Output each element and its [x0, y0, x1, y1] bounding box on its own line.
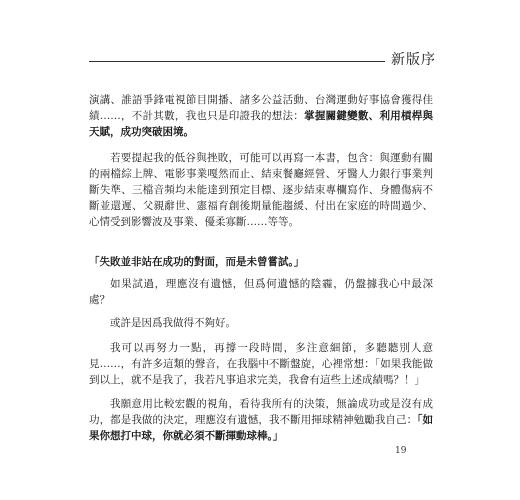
paragraph-6 [89, 396, 433, 444]
paragraph-5: 我可以再努力一點，再撐一段時間，多注意細節，多聽聽別人意見……，有許多這類的聲音，在我腦中不斷盤旋，心裡常想：「如果我能做到以上，就不是我了，我若凡事追求完美，我會有這些上述成績嗎？！」 [89, 342, 433, 386]
page-number: 19 [395, 446, 407, 456]
paragraph-1 [89, 92, 433, 140]
section-title: 新版序 [391, 52, 436, 68]
paragraph-2: 若要提起我的低谷與挫敗，可能可以再寫一本書，包含：與運動有關的兩檔綜上牌、電影事業嘎然而止、結束餐廳經營、牙醫人力銀行事業判斷失準、三檔音頻均未能達到預定目標、逐步結束專欄寫作、身體傷病不斷並還遲、父親辭世、憲福育創後期量能趨緩、付出在家庭的時間過少、心情受到影響波及事業、優柔寡斷……等等。 [89, 152, 433, 228]
paragraph-1-text: 演講、誰語爭鋒電視節目開播、諸多公益活動、台灣運動好事協會獲得佳績……，不計其數，我也只是印證我的想法： [89, 94, 433, 122]
paragraph-3: 如果試過，理應沒有遺憾，但爲何遺憾的陰霾，仍盤據我心中最深處？ [89, 278, 433, 306]
paragraph-1-emphasis: 掌握關鍵變數、利用槓桿與天賦，成功突破困境。 [89, 110, 434, 138]
paragraph-6-text: 我願意用比較宏觀的視角，看待我所有的決策，無論成功或是沒有成功，都是我做的決定，理應沒有遺憾，我不斷用揮球精神勉勵我自己： [89, 398, 433, 426]
header-rule [89, 61, 385, 62]
paragraph-4: 或許是因爲我做得不夠好。 [110, 317, 236, 329]
paragraph-6-emphasis: 「如果你想打中球，你就必須不斷揮動球棒。」 [89, 414, 434, 442]
pull-quote: 「失敗並非站在成功的對面，而是未曾嘗試。」 [89, 256, 305, 268]
